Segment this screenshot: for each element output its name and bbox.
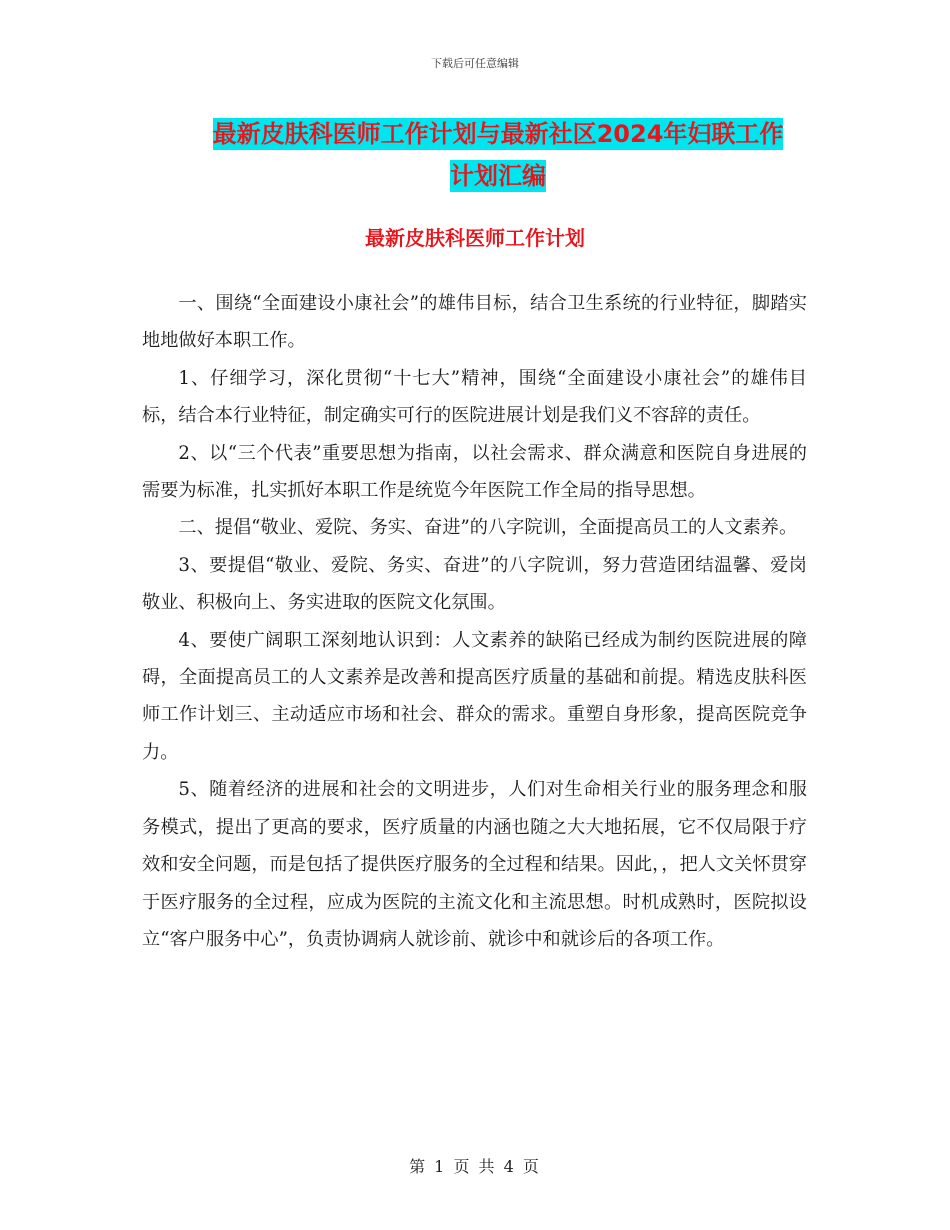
document-title [140, 113, 856, 197]
page-number-footer: 第 1 页 共 4 页 [409, 1157, 541, 1176]
paragraph: 2、以“三个代表”重要思想为指南，以社会需求、群众满意和医院自身进展的需要为标准，扎实抓好本职工作是统览今年医院工作全局的指导思想。 [142, 442, 807, 502]
document-body [142, 285, 807, 958]
paragraph: 1、仔细学习，深化贯彻“十七大”精神，围绕“全面建设小康社会”的雄伟目标，结合本行业特征，制定确实可行的医院进展计划是我们义不容辞的责任。 [142, 367, 807, 427]
page-header-note: 下载后可任意编辑 [431, 57, 519, 70]
section-heading: 最新皮肤科医师工作计划 [365, 226, 585, 250]
paragraph: 5、随着经济的进展和社会的文明进步，人们对生命相关行业的服务理念和服务模式，提出了更高的要求，医疗质量的内涵也随之大大地拓展，它不仅局限于疗效和安全问题，而是包括了提供医疗服务的全过程和结果。因此，，把人文关怀贯穿于医疗服务的全过程，应成为医院的主流文化和主流思想。时机成熟时，医院拟设立“客户服务中心”，负责协调病人就诊前、就诊中和就诊后的各项工作。 [142, 779, 807, 950]
document-title-line-1: 最新皮肤科医师工作计划与最新社区2024年妇联工作 [212, 120, 784, 148]
paragraph: 一、围绕“全面建设小康社会”的雄伟目标，结合卫生系统的行业特征，脚踏实地地做好本职工作。 [142, 293, 807, 352]
document-title-line-2: 计划汇编 [450, 162, 546, 190]
paragraph: 二、提倡“敬业、爱院、务实、奋进”的八字院训，全面提高员工的人文素养。 [178, 517, 798, 539]
paragraph: 4、要使广阔职工深刻地认识到：人文素养的缺陷已经成为制约医院进展的障碍，全面提高员工的人文素养是改善和提高医疗质量的基础和前提。精选皮肤科医师工作计划三、主动适应市场和社会、群众的需求。重塑自身形象，提高医院竞争力。 [142, 629, 807, 763]
paragraph: 3、要提倡“敬业、爱院、务实、奋进”的八字院训，努力营造团结温馨、爱岗敬业、积极向上、务实进取的医院文化氛围。 [142, 554, 807, 614]
